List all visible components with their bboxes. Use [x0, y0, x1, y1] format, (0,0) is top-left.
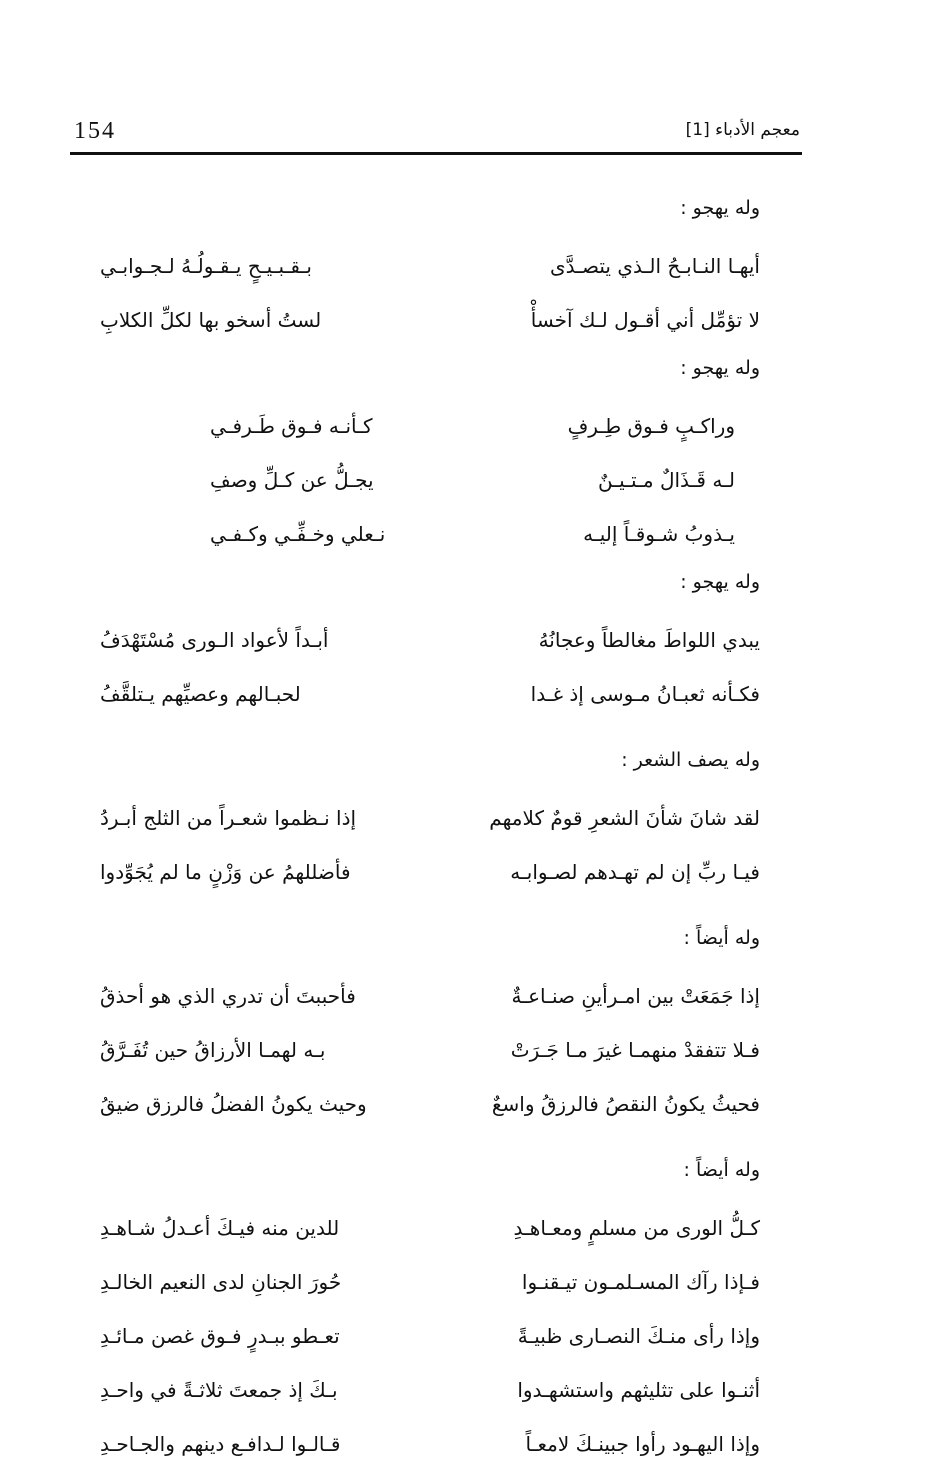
verse: [100, 1024, 760, 1078]
verse: [100, 1202, 760, 1256]
second-hemistich: لستُ أسخو بها لكلِّ الكلابِ: [100, 308, 322, 332]
verse: [100, 400, 760, 454]
second-hemistich: فأضللهمُ عن وَزْنٍ ما لم يُجَوِّدوا: [100, 860, 351, 884]
section-heading: وله يصف الشعر :: [621, 749, 760, 771]
verse: [100, 240, 760, 294]
second-hemistich: إذا نـظموا شعـراً من الثلج أبـردُ: [100, 806, 357, 830]
second-hemistich: وحيث يكونُ الفضلُ فالرزق ضيقُ: [100, 1092, 367, 1116]
first-hemistich: لا تؤمِّل أني أقـول لـك آخسأْ: [530, 308, 760, 332]
second-hemistich: تعـطو ببـدرٍ فـوق غصن مـائـدِ: [100, 1324, 340, 1348]
second-hemistich: أبـداً لأعواد الـورى مُسْتَهْدَفُ: [100, 628, 329, 652]
second-hemistich: بـه لهمـا الأرزاقُ حين تُفَـرَّقُ: [100, 1038, 326, 1062]
section-heading: وله يهجو :: [680, 571, 760, 593]
verse: [100, 508, 760, 562]
second-hemistich: لحبـالهم وعصيِّهم يـتلقَّفُ: [100, 682, 301, 706]
section-heading: وله يهجو :: [680, 197, 760, 219]
first-hemistich: لـه قَـذَالٌ مـتـيـنٌ: [598, 468, 735, 492]
second-hemistich: يجـلُّ عن كـلِّ وصفِ: [210, 468, 374, 492]
second-hemistich: قـالـوا لـدافـع دينهم والجـاحـدِ: [100, 1432, 341, 1456]
first-hemistich: وإذا اليهـود رأوا جبينـكَ لامعـاً: [525, 1432, 760, 1456]
second-hemistich: للدين منه فيـكَ أعـدلُ شـاهـدِ: [100, 1216, 340, 1240]
section-heading: وله أيضاً :: [683, 927, 760, 949]
verse: [100, 1364, 760, 1418]
page-number: 154: [74, 118, 116, 144]
first-hemistich: فحيثُ يكونُ النقصُ فالرزقُ واسعٌ: [491, 1092, 760, 1116]
section-heading: وله أيضاً :: [683, 1159, 760, 1181]
verse: [100, 294, 760, 348]
verse: [100, 1078, 760, 1132]
first-hemistich: أثنـوا على تثليثهم واستشهـدوا: [517, 1378, 760, 1402]
first-hemistich: لقد شانَ شأنَ الشعرِ قومٌ كلامهم: [489, 806, 760, 830]
section-heading: وله يهجو :: [680, 357, 760, 379]
second-hemistich: حُورَ الجنانِ لدى النعيم الخالـدِ: [100, 1270, 342, 1294]
verse: [100, 1310, 760, 1364]
first-hemistich: وإذا رأى منـكَ النصـارى ظبيـةً: [517, 1324, 760, 1348]
verse: [100, 454, 760, 508]
verse: [100, 1418, 760, 1472]
first-hemistich: فـإذا رآك المسـلمـون تيـقنـوا: [521, 1270, 760, 1294]
verse: [100, 668, 760, 722]
second-hemistich: بـقـبـيـحٍ يـقـولُـهُ لـجـوابـي: [100, 254, 312, 278]
first-hemistich: كـلُّ الورى من مسلمٍ ومعـاهـدِ: [513, 1216, 760, 1240]
verse: [100, 1256, 760, 1310]
first-hemistich: فكـأنه ثعبـانُ مـوسى إذ غـدا: [530, 682, 760, 706]
page-body: [100, 188, 760, 1472]
first-hemistich: يبدي اللواطَ مغالطاً وعجانُهُ: [538, 628, 760, 652]
second-hemistich: بـكَ إذ جمعتَ ثلاثـةً في واحـدِ: [100, 1378, 338, 1402]
first-hemistich: إذا جَمَعَتْ بين امـرأينِ صنـاعـةٌ: [511, 984, 760, 1008]
first-hemistich: فيـا ربِّ إن لم تهـدهم لصـوابـه: [510, 860, 760, 884]
second-hemistich: نـعلي وخـفِّـي وكـفـي: [210, 522, 386, 546]
first-hemistich: فـلا تتفقدْ منهمـا غيرَ مـا جَـرَتْ: [510, 1038, 760, 1062]
verse: [100, 614, 760, 668]
verse: [100, 970, 760, 1024]
page-header: [70, 116, 802, 155]
verse: [100, 792, 760, 846]
verse: [100, 846, 760, 900]
first-hemistich: يـذوبُ شـوقـاً إليـه: [583, 522, 735, 546]
first-hemistich: وراكـبٍ فـوق طِـرفٍ: [567, 414, 735, 438]
first-hemistich: أيهـا النـابـحُ الـذي يتصـدَّى: [550, 254, 760, 278]
running-title: معجم الأدباء [1]: [685, 120, 800, 140]
second-hemistich: فأحببتَ أن تدري الذي هو أحذقُ: [100, 984, 356, 1008]
second-hemistich: كـأنـه فـوق طَـرفـي: [210, 414, 373, 438]
